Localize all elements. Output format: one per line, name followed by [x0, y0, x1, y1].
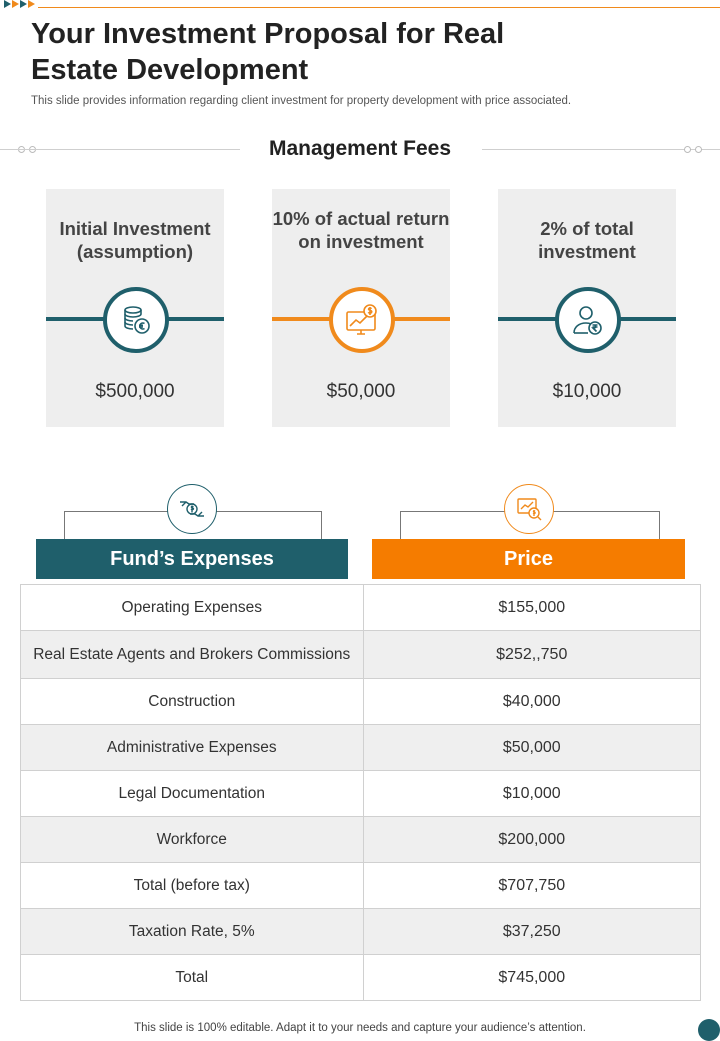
- expense-label: Legal Documentation: [21, 771, 364, 817]
- user-rupee-icon: [555, 287, 621, 353]
- coins-euro-icon: [103, 287, 169, 353]
- header-arrows-decoration: [4, 0, 36, 8]
- expense-label: Administrative Expenses: [21, 725, 364, 771]
- hand-dollar-icon: [167, 484, 217, 534]
- table-row: [21, 725, 701, 771]
- table-row: [21, 817, 701, 863]
- expense-price: $745,000: [363, 955, 700, 1001]
- page-title: Your Investment Proposal for Real Estate Development: [31, 18, 505, 86]
- expense-price: $40,000: [363, 679, 700, 725]
- expense-price: $10,000: [363, 771, 700, 817]
- top-rule: [38, 7, 720, 8]
- fee-card-value: $500,000: [95, 381, 175, 402]
- monitor-dollar-chart-icon: [329, 287, 395, 353]
- table-header-expenses: Fund’s Expenses: [36, 539, 348, 579]
- fee-card-return: [272, 189, 450, 427]
- table-header-price: Price: [372, 539, 685, 579]
- expense-label: Construction: [21, 679, 364, 725]
- fee-card-value: $10,000: [552, 381, 622, 402]
- expenses-table: [20, 584, 701, 1001]
- footer-note: This slide is 100% editable. Adapt it to your needs and capture your audience’s attention.: [134, 1022, 586, 1034]
- fee-card-total-investment: [498, 189, 676, 427]
- table-row: [21, 955, 701, 1001]
- price-analysis-icon: [504, 484, 554, 534]
- expense-price: $50,000: [363, 725, 700, 771]
- expense-price: $200,000: [363, 817, 700, 863]
- expense-label: Total: [21, 955, 364, 1001]
- expense-label: Workforce: [21, 817, 364, 863]
- fee-card-initial-investment: [46, 189, 224, 427]
- fee-card-label: Initial Investment (assumption): [59, 218, 211, 262]
- expense-label: Real Estate Agents and Brokers Commissions: [21, 631, 364, 679]
- corner-dot: [698, 1019, 720, 1041]
- table-row: [21, 631, 701, 679]
- fee-card-value: $50,000: [326, 381, 396, 402]
- expense-label: Operating Expenses: [21, 585, 364, 631]
- table-row: [21, 771, 701, 817]
- table-row: [21, 863, 701, 909]
- section-title: Management Fees: [268, 137, 452, 160]
- expense-label: Taxation Rate, 5%: [21, 909, 364, 955]
- fee-card-label: 2% of total investment: [538, 218, 636, 262]
- expense-label: Total (before tax): [21, 863, 364, 909]
- expense-price: $252,,750: [363, 631, 700, 679]
- fee-card-label: 10% of actual return on investment: [272, 208, 450, 252]
- table-row: [21, 585, 701, 631]
- expense-price: $707,750: [363, 863, 700, 909]
- page-subtitle: This slide provides information regarding client investment for property development with price associated.: [31, 95, 572, 107]
- table-row: [21, 679, 701, 725]
- table-row: [21, 909, 701, 955]
- expense-price: $155,000: [363, 585, 700, 631]
- expense-price: $37,250: [363, 909, 700, 955]
